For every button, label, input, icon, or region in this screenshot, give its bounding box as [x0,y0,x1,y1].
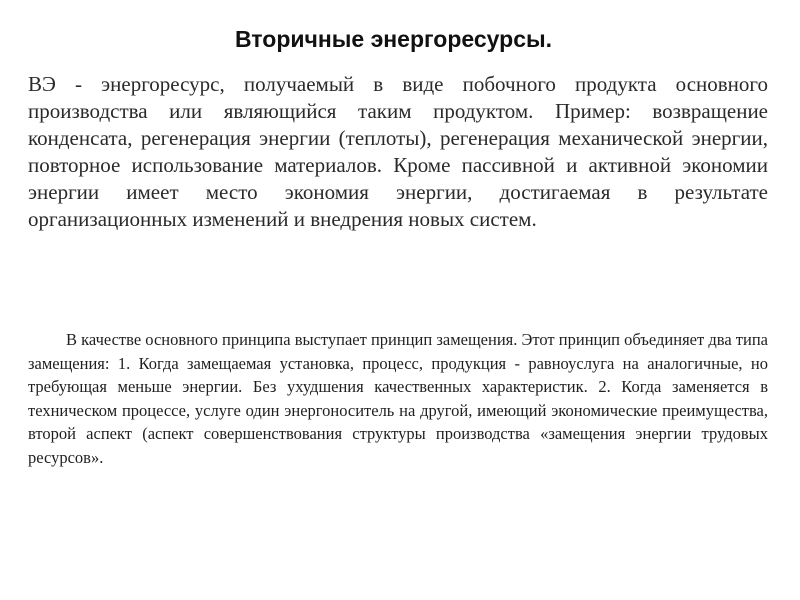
definition-paragraph: ВЭ - энергоресурс, получаемый в виде побочного продукта основного производства или являющийся таким продуктом. Пример: возвращение конденсата, регенерация энергии (теплоты), регенерация механической энергии, повторное использование материалов. Кроме пассивной и активной экономии энергии имеет место экономия энергии, достигаемая в результате организационных изменений и внедрения новых систем. [28,72,768,231]
slide-title: Вторичные энергоресурсы. [235,26,553,52]
substitution-principle-paragraph: В качестве основного принципа выступает принцип замещения. Этот принцип объединяет два типа замещения: 1. Когда замещаемая установка, процесс, продукция - равноуслуга на аналогичные, но требующая меньше энергии. Без ухудшения качественных характеристик. 2. Когда заменяется в техническом процессе, услуге один энергоноситель на другой, имеющий экономические преимущества, второй аспект (аспект совершенствования структуры производства «замещения энергии трудовых ресурсов». [28,330,768,467]
